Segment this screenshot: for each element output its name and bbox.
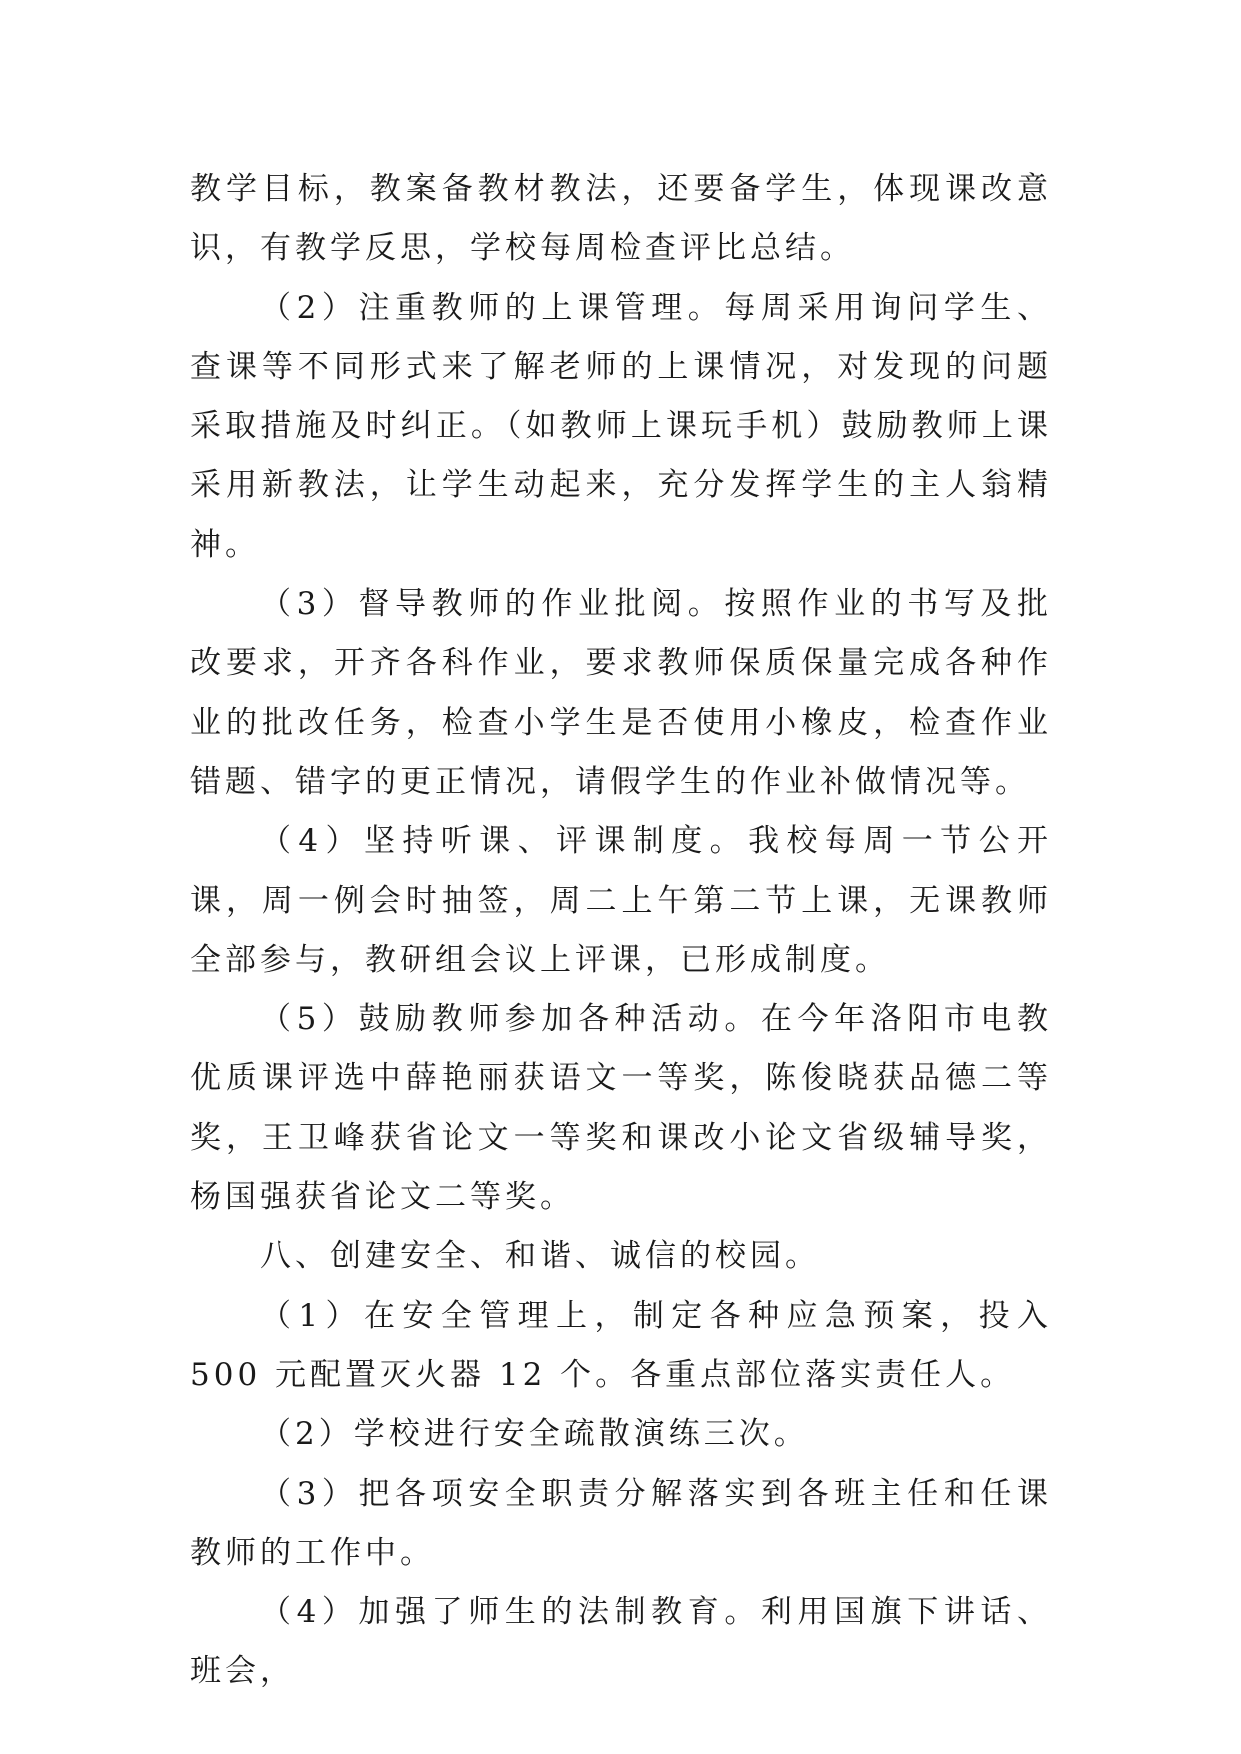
paragraph-safety-management: （1）在安全管理上，制定各种应急预案，投入 500 元配置灭火器 12 个。各重点部位落实责任人。 xyxy=(190,1297,1052,1393)
section-heading-safe-campus: 八、创建安全、和谐、诚信的校园。 xyxy=(260,1238,820,1275)
paragraph-teaching-goals: 教学目标，教案备教材教法，还要备学生，体现课改意识，有教学反思，学校每周检查评比总结。 xyxy=(190,171,1052,267)
paragraph-evacuation-drill: （2）学校进行安全疏散演练三次。 xyxy=(260,1416,809,1453)
paragraph-class-management: （2）注重教师的上课管理。每周采用询问学生、查课等不同形式来了解老师的上课情况，对发现的问题采取措施及时纠正。（如教师上课玩手机）鼓励教师上课采用新教法，让学生动起来，充分发挥学生的主人翁精神。 xyxy=(190,289,1052,563)
paragraph-safety-duties: （3）把各项安全职责分解落实到各班主任和任课教师的工作中。 xyxy=(190,1475,1052,1571)
paragraph-homework-review: （3）督导教师的作业批阅。按照作业的书写及批改要求，开齐各科作业，要求教师保质保量完成各种作业的批改任务，检查小学生是否使用小橡皮，检查作业错题、错字的更正情况，请假学生的作业补做情况等。 xyxy=(190,586,1052,800)
paragraph-lesson-observation: （4）坚持听课、评课制度。我校每周一节公开课，周一例会时抽签，周二上午第二节上课，无课教师全部参与，教研组会议上评课，已形成制度。 xyxy=(190,823,1052,978)
document-body xyxy=(190,160,1052,1702)
paragraph-legal-education: （4）加强了师生的法制教育。利用国旗下讲话、班会， xyxy=(190,1594,1052,1690)
paragraph-teacher-activities: （5）鼓励教师参加各种活动。在今年洛阳市电教优质课评选中薛艳丽获语文一等奖，陈俊晓获品德二等奖，王卫峰获省论文一等奖和课改小论文省级辅导奖，杨国强获省论文二等奖。 xyxy=(190,1001,1052,1216)
